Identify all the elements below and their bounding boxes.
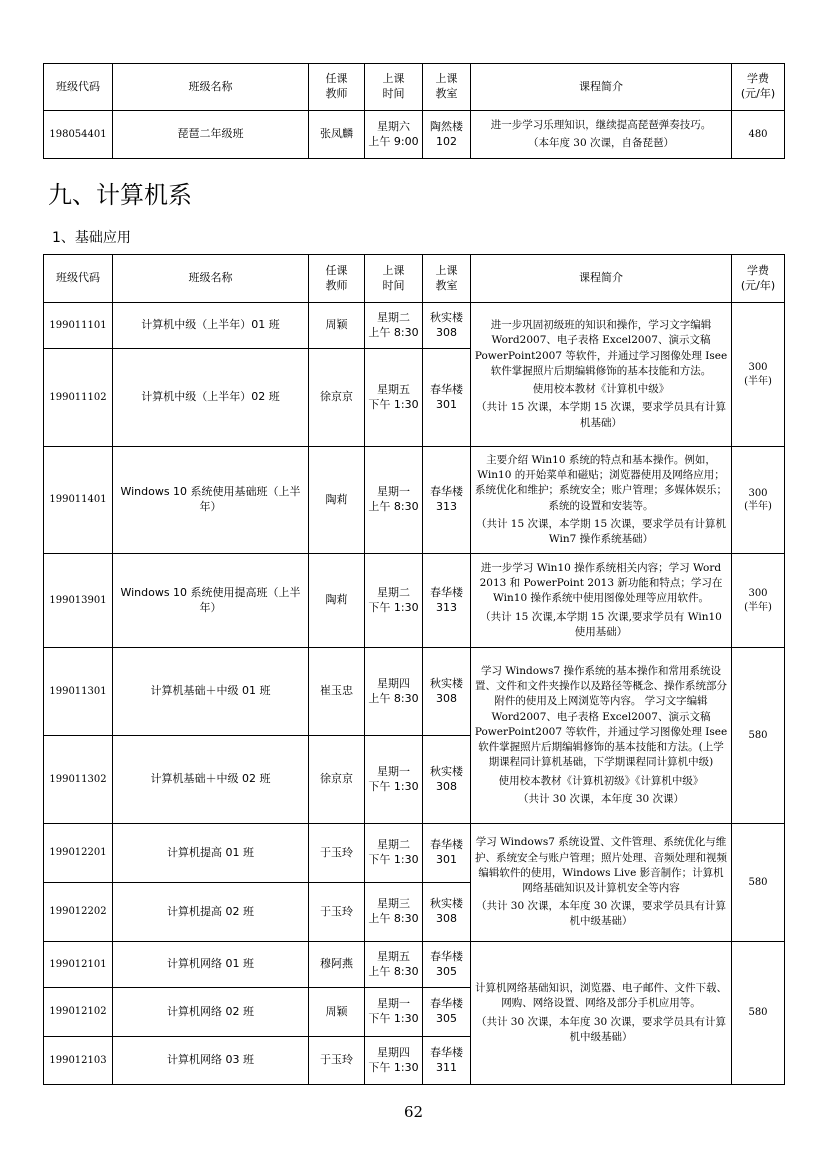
class-teacher: 陶莉 <box>309 447 365 554</box>
class-code: 199013901 <box>44 554 113 648</box>
class-fee: 580 <box>732 942 785 1085</box>
class-time: 星期二 下午 1:30 <box>365 824 423 883</box>
class-room: 春华楼 305 <box>423 988 471 1037</box>
top-course-table <box>43 63 785 159</box>
class-time: 星期一 下午 1:30 <box>365 988 423 1037</box>
class-room: 春华楼 301 <box>423 824 471 883</box>
class-room: 陶然楼 102 <box>423 111 471 159</box>
description-note: （共计 30 次课，本年度 30 次课，要求学员具有计算机中级基础） <box>475 1015 727 1043</box>
course-description <box>471 303 732 447</box>
class-room: 秋实楼 308 <box>423 736 471 824</box>
header-name: 班级名称 <box>113 64 309 111</box>
class-time: 星期二 上午 8:30 <box>365 303 423 349</box>
class-name: 计算机网络 02 班 <box>113 988 309 1037</box>
header-room: 上课 教室 <box>423 255 471 303</box>
header-name: 班级名称 <box>113 255 309 303</box>
class-code: 198054401 <box>44 111 113 159</box>
class-time: 星期五 上午 8:30 <box>365 942 423 988</box>
top-table-header-row <box>44 64 785 111</box>
class-name: Windows 10 系统使用基础班（上半年） <box>113 447 309 554</box>
subsection-title: 1、基础应用 <box>52 230 131 246</box>
class-time: 星期四 下午 1:30 <box>365 1037 423 1085</box>
class-teacher: 徐京京 <box>309 736 365 824</box>
class-name: 计算机中级（上半年）02 班 <box>113 349 309 447</box>
class-teacher: 崔玉忠 <box>309 648 365 736</box>
class-code: 199011301 <box>44 648 113 736</box>
course-description <box>471 648 732 824</box>
class-room: 秋实楼 308 <box>423 303 471 349</box>
class-code: 199012102 <box>44 988 113 1037</box>
class-time: 星期二 下午 1:30 <box>365 554 423 648</box>
section-title: 九、计算机系 <box>48 181 192 209</box>
class-fee: 580 <box>732 648 785 824</box>
class-time: 星期一 下午 1:30 <box>365 736 423 824</box>
table-row <box>44 824 785 883</box>
class-teacher: 张凤麟 <box>309 111 365 159</box>
course-description <box>471 447 732 554</box>
header-desc: 课程简介 <box>471 64 732 111</box>
class-room: 春华楼 313 <box>423 447 471 554</box>
description-paragraph: 学习 Windows7 系统设置、文件管理、系统优化与维护、系统安全与账户管理；照片处理、音频处理和视频编辑软件的使用，Windows Live 影音制作；计算机网络基础知识及计算机安全等内容 <box>475 836 727 894</box>
description-textbook: 使用校本教材《计算机中级》 <box>532 383 670 396</box>
class-name: 计算机提高 02 班 <box>113 883 309 942</box>
description-paragraph: 计算机网络基础知识，浏览器、电子邮件、文件下载、网购、网络设置、网络及部分手机应用等。 <box>475 982 727 1010</box>
class-time: 星期一 上午 8:30 <box>365 447 423 554</box>
class-fee: 300 (半年) <box>732 303 785 447</box>
class-code: 199011302 <box>44 736 113 824</box>
class-code: 199011101 <box>44 303 113 349</box>
description-textbook: 使用校本教材《计算机初级》《计算机中级》 <box>498 774 704 787</box>
class-fee: 580 <box>732 824 785 942</box>
class-teacher: 于玉玲 <box>309 883 365 942</box>
table-row <box>44 648 785 736</box>
course-description <box>471 111 732 159</box>
class-time: 星期三 上午 8:30 <box>365 883 423 942</box>
class-code: 199012202 <box>44 883 113 942</box>
description-note: （共计 15 次课，本学期 15 次课，要求学员具有计算机基础） <box>475 401 727 429</box>
description-note: （共计 30 次课，本年度 30 次课） <box>517 792 685 805</box>
description-paragraph: 进一步巩固初级班的知识和操作，学习文字编辑 Word2007、电子表格 Excel2007、演示文稿 PowerPoint2007 等软件，并通过学习图像处理 Isee 软件掌握照片后期编辑修饰的基本技能和方法。 <box>474 319 728 377</box>
class-room: 春华楼 301 <box>423 349 471 447</box>
class-teacher: 于玉玲 <box>309 824 365 883</box>
class-name: 计算机网络 01 班 <box>113 942 309 988</box>
class-time: 星期六 上午 9:00 <box>365 111 423 159</box>
header-fee: 学费 (元/年) <box>732 255 785 303</box>
course-description <box>471 942 732 1085</box>
class-name: 计算机基础＋中级 02 班 <box>113 736 309 824</box>
header-code: 班级代码 <box>44 255 113 303</box>
description-paragraph: 进一步学习 Win10 操作系统相关内容；学习 Word 2013 和 PowerPoint 2013 新功能和特点；学习在 Win10 操作系统中使用图像处理等应用软件。 <box>479 561 723 605</box>
description-note: （共计 15 次课,本学期 15 次课,要求学员有 Win10 使用基础） <box>480 610 722 638</box>
description-note: （共计 30 次课，本年度 30 次课，要求学员具有计算机中级基础） <box>475 900 727 928</box>
class-teacher: 于玉玲 <box>309 1037 365 1085</box>
course-description <box>471 554 732 648</box>
class-name: 计算机中级（上半年）01 班 <box>113 303 309 349</box>
table-row <box>44 554 785 648</box>
class-name: 计算机网络 03 班 <box>113 1037 309 1085</box>
table-row <box>44 303 785 349</box>
class-name: Windows 10 系统使用提高班（上半年） <box>113 554 309 648</box>
description-note: （共计 15 次课，本学期 15 次课，要求学员有计算机 Win7 操作系统基础） <box>475 517 727 545</box>
header-room: 上课 教室 <box>423 64 471 111</box>
table-row <box>44 942 785 988</box>
description-note: （本年度 30 次课，自备琵琶） <box>527 137 675 149</box>
class-teacher: 周颖 <box>309 303 365 349</box>
class-fee: 300 (半年) <box>732 447 785 554</box>
header-time: 上课 时间 <box>365 255 423 303</box>
header-desc: 课程简介 <box>471 255 732 303</box>
table-row <box>44 111 785 159</box>
class-name: 计算机提高 01 班 <box>113 824 309 883</box>
class-name: 计算机基础＋中级 01 班 <box>113 648 309 736</box>
class-code: 199012201 <box>44 824 113 883</box>
class-teacher: 陶莉 <box>309 554 365 648</box>
class-room: 秋实楼 308 <box>423 648 471 736</box>
course-description <box>471 824 732 942</box>
computer-course-table <box>43 254 785 1085</box>
class-time: 星期四 上午 8:30 <box>365 648 423 736</box>
class-teacher: 周颖 <box>309 988 365 1037</box>
class-fee: 480 <box>732 111 785 159</box>
class-code: 199012103 <box>44 1037 113 1085</box>
class-code: 199011102 <box>44 349 113 447</box>
class-room: 春华楼 313 <box>423 554 471 648</box>
class-room: 春华楼 311 <box>423 1037 471 1085</box>
table-row <box>44 447 785 554</box>
header-teacher: 任课 教师 <box>309 255 365 303</box>
page-number: 62 <box>403 1103 424 1121</box>
header-time: 上课 时间 <box>365 64 423 111</box>
class-fee: 300 (半年) <box>732 554 785 648</box>
class-room: 秋实楼 308 <box>423 883 471 942</box>
class-time: 星期五 下午 1:30 <box>365 349 423 447</box>
header-fee: 学费 (元/年) <box>732 64 785 111</box>
class-teacher: 穆阿燕 <box>309 942 365 988</box>
class-code: 199012101 <box>44 942 113 988</box>
description-paragraph: 进一步学习乐理知识，继续提高琵琶弹奏技巧。 <box>490 118 712 131</box>
description-paragraph: 主要介绍 Win10 系统的特点和基本操作。例如，Win10 的开始菜单和磁贴；浏览器使用及网络应用；系统优化和维护；系统安全；账户管理；多媒体娱乐；系统的设置和安装等。 <box>475 453 727 512</box>
class-code: 199011401 <box>44 447 113 554</box>
header-teacher: 任课 教师 <box>309 64 365 111</box>
class-teacher: 徐京京 <box>309 349 365 447</box>
header-code: 班级代码 <box>44 64 113 111</box>
main-table-header-row <box>44 255 785 303</box>
class-name: 琵琶二年级班 <box>113 111 309 159</box>
class-room: 春华楼 305 <box>423 942 471 988</box>
description-paragraph: 学习 Windows7 操作系统的基本操作和常用系统设置、文件和文件夹操作以及路径等概念、操作系统部分附件的使用及上网浏览等内容。 学习文字编辑 Word2007、电子表格 Excel2007、演示文稿 PowerPoint2007 等软件，并通过学习图像处理 Isee 软件掌握照片后期编辑修饰的基本技能和方法。(上学期课程同计算机基础，下学期课程同计算机中级) <box>474 665 728 769</box>
